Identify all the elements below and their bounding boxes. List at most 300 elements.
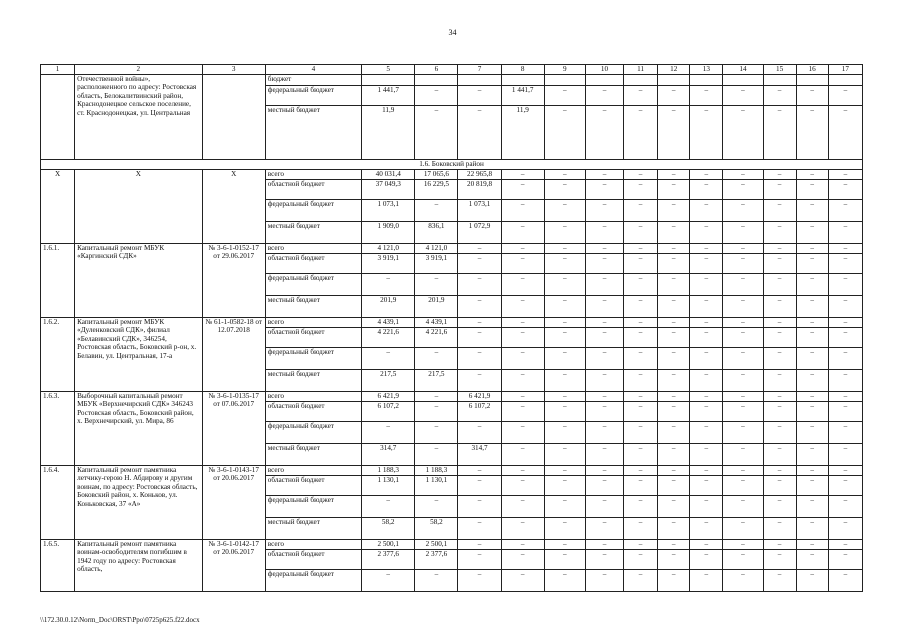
value-cell: – [585, 422, 623, 444]
funding-type-cell: областной бюджет [265, 402, 361, 422]
value-cell: – [458, 550, 501, 570]
value-cell: – [501, 348, 544, 370]
empty-cell [723, 75, 763, 86]
value-cell: – [544, 476, 585, 496]
value-cell: – [763, 170, 796, 180]
value-cell: – [458, 496, 501, 518]
value-cell: – [658, 318, 690, 328]
value-cell: – [796, 550, 828, 570]
funding-type-cell: всего [265, 244, 361, 254]
value-cell: – [828, 496, 862, 518]
value-cell: – [763, 392, 796, 402]
value-cell: – [458, 254, 501, 274]
value-cell: – [501, 466, 544, 476]
funding-type-cell: областной бюджет [265, 328, 361, 348]
value-cell: – [658, 296, 690, 318]
value-cell: – [828, 370, 862, 392]
funding-type-cell: областной бюджет [265, 476, 361, 496]
value-cell: – [658, 444, 690, 466]
value-cell: – [658, 244, 690, 254]
value-cell: – [763, 422, 796, 444]
value-cell: – [763, 550, 796, 570]
section-row [41, 160, 863, 170]
value-cell: – [624, 570, 658, 592]
value-cell: – [544, 254, 585, 274]
value-cell: 2 377,6 [362, 550, 415, 570]
value-cell: – [723, 550, 763, 570]
value-cell: 1 188,3 [415, 466, 458, 476]
x-cell: Х [202, 170, 265, 244]
value-cell: – [544, 496, 585, 518]
value-cell: – [828, 392, 862, 402]
value-cell: – [415, 274, 458, 296]
value-cell: – [828, 200, 862, 222]
column-number: 9 [544, 65, 585, 75]
value-cell: – [544, 550, 585, 570]
value-cell: – [415, 86, 458, 106]
value-cell: – [828, 106, 862, 160]
funding-type-cell: федеральный бюджет [265, 496, 361, 518]
value-cell: – [658, 328, 690, 348]
value-cell: – [624, 402, 658, 422]
item-name: Капитальный ремонт памятника воинам-освободителям погибшим в 1942 году по адресу: Ростовская область, [75, 540, 202, 592]
value-cell: – [585, 570, 623, 592]
value-cell: – [458, 422, 501, 444]
value-cell: 217,5 [415, 370, 458, 392]
funding-type-cell: федеральный бюджет [265, 86, 361, 106]
value-cell: – [763, 254, 796, 274]
value-cell: – [690, 200, 723, 222]
value-cell: – [658, 86, 690, 106]
value-cell: – [624, 180, 658, 200]
value-cell: – [415, 106, 458, 160]
value-cell: – [544, 180, 585, 200]
program-table [40, 64, 863, 592]
value-cell: – [458, 274, 501, 296]
column-number: 13 [690, 65, 723, 75]
table-row [41, 392, 863, 402]
value-cell: – [415, 444, 458, 466]
value-cell: – [585, 200, 623, 222]
table-row [41, 540, 863, 550]
column-number: 10 [585, 65, 623, 75]
table-row [41, 318, 863, 328]
value-cell: – [501, 476, 544, 496]
value-cell: – [796, 180, 828, 200]
value-cell: – [458, 328, 501, 348]
value-cell: – [828, 222, 862, 244]
value-cell: – [723, 170, 763, 180]
table-row [41, 244, 863, 254]
value-cell: – [658, 254, 690, 274]
value-cell: – [624, 348, 658, 370]
column-number-row [41, 65, 863, 75]
value-cell: – [828, 444, 862, 466]
value-cell: – [658, 570, 690, 592]
value-cell: – [796, 86, 828, 106]
value-cell: – [585, 86, 623, 106]
value-cell: – [501, 518, 544, 540]
value-cell: – [690, 222, 723, 244]
value-cell: – [362, 570, 415, 592]
value-cell: – [458, 570, 501, 592]
value-cell: – [415, 200, 458, 222]
item-number: 1.6.5. [41, 540, 75, 592]
value-cell: – [723, 180, 763, 200]
value-cell: – [763, 222, 796, 244]
value-cell: – [415, 402, 458, 422]
value-cell: – [723, 244, 763, 254]
value-cell: – [415, 496, 458, 518]
empty-cell [828, 75, 862, 86]
item-number: 1.6.4. [41, 466, 75, 540]
value-cell: – [415, 570, 458, 592]
value-cell: 3 919,1 [362, 254, 415, 274]
value-cell: – [585, 318, 623, 328]
value-cell: – [658, 496, 690, 518]
value-cell: – [796, 370, 828, 392]
empty-cell [658, 75, 690, 86]
value-cell: – [828, 244, 862, 254]
value-cell: – [501, 222, 544, 244]
empty-cell [458, 75, 501, 86]
column-number: 5 [362, 65, 415, 75]
value-cell: – [723, 222, 763, 244]
value-cell: – [658, 518, 690, 540]
value-cell: – [658, 392, 690, 402]
value-cell: – [690, 540, 723, 550]
value-cell: – [828, 328, 862, 348]
value-cell: – [544, 348, 585, 370]
value-cell: – [458, 370, 501, 392]
value-cell: – [585, 550, 623, 570]
value-cell: – [544, 444, 585, 466]
empty-cell [624, 75, 658, 86]
value-cell: – [624, 296, 658, 318]
value-cell: 1 073,1 [458, 200, 501, 222]
x-cell: Х [41, 170, 75, 244]
value-cell: – [690, 402, 723, 422]
value-cell: – [828, 254, 862, 274]
value-cell: – [624, 106, 658, 160]
value-cell: – [585, 402, 623, 422]
value-cell: 58,2 [415, 518, 458, 540]
item-name: Выборочный капитальный ремонт МБУК «Верхнечирский СДК» 346243 Ростовская область, Боковский район, х. Верхнечирский, ул. Мира, 86 [75, 392, 202, 466]
value-cell: – [544, 392, 585, 402]
document-cell [202, 75, 265, 160]
column-number: 12 [658, 65, 690, 75]
value-cell: – [458, 86, 501, 106]
value-cell: – [585, 244, 623, 254]
value-cell: – [544, 170, 585, 180]
value-cell: – [658, 170, 690, 180]
value-cell: – [828, 570, 862, 592]
value-cell: – [658, 422, 690, 444]
value-cell: – [458, 296, 501, 318]
value-cell: – [828, 318, 862, 328]
funding-type-cell: федеральный бюджет [265, 348, 361, 370]
value-cell: – [723, 518, 763, 540]
value-cell: – [544, 466, 585, 476]
value-cell: – [796, 422, 828, 444]
value-cell: 1 130,1 [415, 476, 458, 496]
value-cell: – [658, 476, 690, 496]
value-cell: – [624, 550, 658, 570]
value-cell: – [763, 200, 796, 222]
value-cell: – [458, 244, 501, 254]
value-cell: – [544, 86, 585, 106]
funding-type-cell: областной бюджет [265, 254, 361, 274]
value-cell: – [690, 570, 723, 592]
value-cell: – [763, 518, 796, 540]
value-cell: 1 441,7 [501, 86, 544, 106]
column-number: 1 [41, 65, 75, 75]
value-cell: – [828, 402, 862, 422]
value-cell: – [723, 422, 763, 444]
funding-type-cell: всего [265, 392, 361, 402]
value-cell: – [415, 348, 458, 370]
value-cell: – [658, 348, 690, 370]
value-cell: – [723, 348, 763, 370]
value-cell: – [585, 274, 623, 296]
value-cell: 1 909,0 [362, 222, 415, 244]
value-cell: – [624, 328, 658, 348]
value-cell: – [828, 540, 862, 550]
value-cell: – [544, 222, 585, 244]
funding-type-cell: местный бюджет [265, 370, 361, 392]
value-cell: – [624, 444, 658, 466]
value-cell: – [658, 370, 690, 392]
value-cell: – [624, 422, 658, 444]
value-cell: – [690, 244, 723, 254]
value-cell: – [585, 392, 623, 402]
value-cell: 58,2 [362, 518, 415, 540]
value-cell: – [624, 392, 658, 402]
value-cell: – [828, 86, 862, 106]
column-number: 2 [75, 65, 202, 75]
value-cell: – [585, 254, 623, 274]
value-cell: 3 919,1 [415, 254, 458, 274]
value-cell: – [544, 402, 585, 422]
table-row [41, 75, 863, 86]
value-cell: 6 421,9 [362, 392, 415, 402]
value-cell: – [763, 274, 796, 296]
funding-type-cell: областной бюджет [265, 550, 361, 570]
value-cell: – [585, 222, 623, 244]
funding-type-cell: местный бюджет [265, 296, 361, 318]
value-cell: – [501, 550, 544, 570]
item-number: 1.6.3. [41, 392, 75, 466]
item-document: № 3-6-1-0143-17 от 20.06.2017 [202, 466, 265, 540]
value-cell: – [501, 496, 544, 518]
value-cell: – [624, 244, 658, 254]
value-cell: – [828, 518, 862, 540]
item-name: Капитальный ремонт памятника летчику-герою Н. Абдирову и другим воинам, по адресу: Ростовская область, Боковский район, х. Коньков, ул. Коньковская, 37 «А» [75, 466, 202, 540]
value-cell: – [723, 274, 763, 296]
value-cell: 4 121,0 [415, 244, 458, 254]
value-cell: – [362, 496, 415, 518]
value-cell: – [624, 86, 658, 106]
item-number: 1.6.2. [41, 318, 75, 392]
value-cell: – [723, 570, 763, 592]
value-cell: – [796, 200, 828, 222]
value-cell: – [690, 328, 723, 348]
value-cell: – [796, 348, 828, 370]
value-cell: – [763, 402, 796, 422]
value-cell: – [362, 422, 415, 444]
value-cell: – [585, 106, 623, 160]
funding-type-cell: федеральный бюджет [265, 274, 361, 296]
value-cell: – [796, 170, 828, 180]
value-cell: – [585, 296, 623, 318]
value-cell: – [690, 496, 723, 518]
value-cell: – [501, 540, 544, 550]
value-cell: – [690, 180, 723, 200]
value-cell: – [828, 422, 862, 444]
value-cell: – [690, 422, 723, 444]
column-number: 17 [828, 65, 862, 75]
value-cell: – [501, 170, 544, 180]
value-cell: – [624, 466, 658, 476]
value-cell: 314,7 [458, 444, 501, 466]
value-cell: – [624, 518, 658, 540]
value-cell: – [796, 318, 828, 328]
empty-cell [415, 75, 458, 86]
value-cell: – [585, 476, 623, 496]
value-cell: – [458, 476, 501, 496]
value-cell: – [362, 348, 415, 370]
value-cell: – [723, 296, 763, 318]
value-cell: 1 072,9 [458, 222, 501, 244]
value-cell: – [763, 570, 796, 592]
value-cell: – [690, 86, 723, 106]
value-cell: 11,9 [362, 106, 415, 160]
value-cell: – [723, 106, 763, 160]
funding-type-cell: всего [265, 170, 361, 180]
column-number: 11 [624, 65, 658, 75]
value-cell: – [828, 170, 862, 180]
value-cell: – [458, 106, 501, 160]
value-cell: – [624, 370, 658, 392]
value-cell: 37 049,3 [362, 180, 415, 200]
value-cell: 17 065,6 [415, 170, 458, 180]
value-cell: – [763, 370, 796, 392]
value-cell: – [763, 180, 796, 200]
value-cell: – [690, 106, 723, 160]
value-cell: – [501, 402, 544, 422]
value-cell: – [544, 274, 585, 296]
value-cell: – [624, 540, 658, 550]
empty-cell [763, 75, 796, 86]
value-cell: 16 229,5 [415, 180, 458, 200]
column-number: 15 [763, 65, 796, 75]
column-number: 7 [458, 65, 501, 75]
value-cell: – [763, 444, 796, 466]
value-cell: – [624, 200, 658, 222]
funding-type-cell: федеральный бюджет [265, 200, 361, 222]
value-cell: – [763, 328, 796, 348]
footer-file-path: \\172.30.0.12\Norm_Doc\ORST\Ppo\0725p625.f22.docx [40, 616, 200, 624]
empty-cell [544, 75, 585, 86]
value-cell: 2 377,6 [415, 550, 458, 570]
value-cell: – [658, 466, 690, 476]
column-number: 4 [265, 65, 361, 75]
value-cell: – [585, 370, 623, 392]
empty-cell [796, 75, 828, 86]
item-document: № 3-6-1-0135-17 от 07.06.2017 [202, 392, 265, 466]
column-number: 14 [723, 65, 763, 75]
value-cell: – [828, 180, 862, 200]
column-number: 3 [202, 65, 265, 75]
value-cell: – [723, 540, 763, 550]
funding-type-cell: всего [265, 466, 361, 476]
funding-type-cell: областной бюджет [265, 180, 361, 200]
value-cell: – [723, 466, 763, 476]
value-cell: – [723, 328, 763, 348]
value-cell: – [585, 170, 623, 180]
section-title: 1.6. Боковский район [41, 160, 863, 170]
value-cell: – [501, 392, 544, 402]
column-number: 8 [501, 65, 544, 75]
value-cell: – [544, 106, 585, 160]
value-cell: 4 221,6 [362, 328, 415, 348]
value-cell: – [585, 328, 623, 348]
value-cell: – [658, 222, 690, 244]
value-cell: 201,9 [415, 296, 458, 318]
value-cell: – [544, 244, 585, 254]
funding-type-cell: местный бюджет [265, 106, 361, 160]
value-cell: – [690, 392, 723, 402]
value-cell: 2 500,1 [415, 540, 458, 550]
value-cell: 11,9 [501, 106, 544, 160]
value-cell: – [723, 402, 763, 422]
value-cell: – [501, 200, 544, 222]
value-cell: – [763, 496, 796, 518]
value-cell: – [585, 496, 623, 518]
value-cell: – [690, 296, 723, 318]
value-cell: – [796, 402, 828, 422]
value-cell: – [690, 318, 723, 328]
funding-type-cell: бюджет [265, 75, 361, 86]
value-cell: – [658, 550, 690, 570]
value-cell: – [690, 466, 723, 476]
value-cell: – [658, 106, 690, 160]
value-cell: – [690, 348, 723, 370]
value-cell: – [458, 466, 501, 476]
item-name: Капитальный ремонт МБУК «Дуленковский СДК», филиал «Белавинский СДК», 346254, Ростовская область, Боковский р-он, х. Белавин, ул. Центральная, 17-а [75, 318, 202, 392]
value-cell: – [723, 200, 763, 222]
value-cell: – [763, 244, 796, 254]
value-cell: – [763, 540, 796, 550]
value-cell: – [723, 444, 763, 466]
funding-type-cell: местный бюджет [265, 518, 361, 540]
value-cell: – [544, 318, 585, 328]
funding-type-cell: всего [265, 318, 361, 328]
value-cell: – [763, 466, 796, 476]
value-cell: – [624, 318, 658, 328]
value-cell: 836,1 [415, 222, 458, 244]
value-cell: – [796, 466, 828, 476]
value-cell: – [763, 106, 796, 160]
value-cell: – [796, 518, 828, 540]
value-cell: – [690, 518, 723, 540]
value-cell: – [828, 296, 862, 318]
funding-type-cell: местный бюджет [265, 444, 361, 466]
value-cell: 6 107,2 [458, 402, 501, 422]
value-cell: – [828, 476, 862, 496]
value-cell: – [415, 422, 458, 444]
value-cell: – [501, 254, 544, 274]
